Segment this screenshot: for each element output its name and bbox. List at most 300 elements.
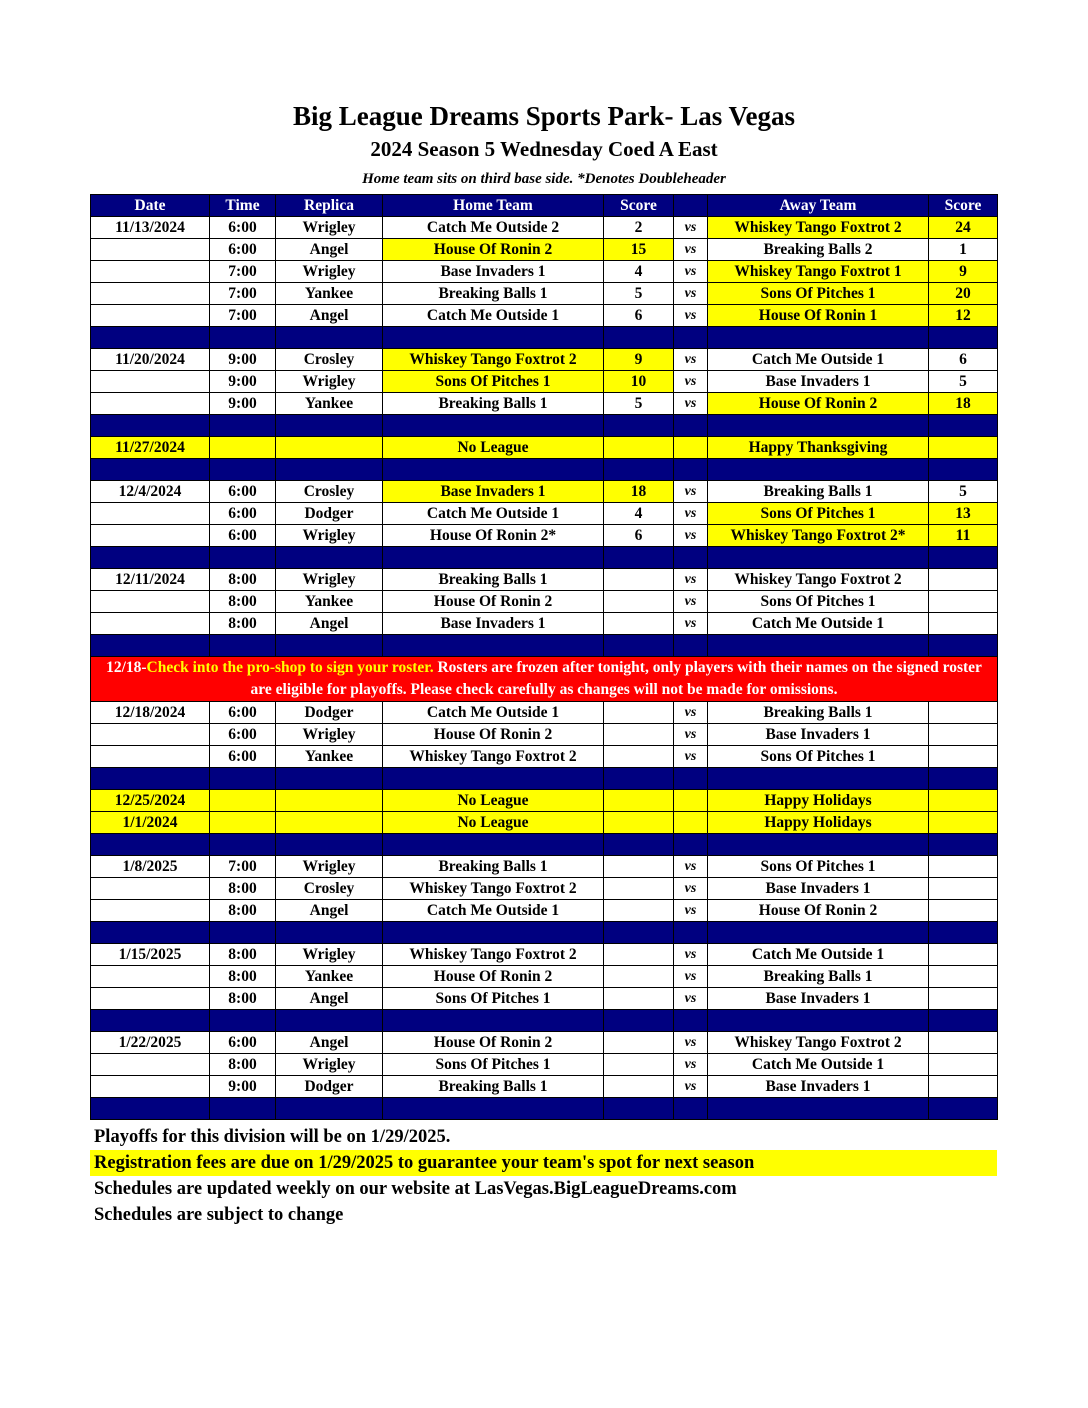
- home-team-cell: House Of Ronin 2*: [383, 525, 604, 547]
- separator-cell: [708, 547, 929, 569]
- vs-cell: vs: [674, 349, 708, 371]
- vs-cell: vs: [674, 525, 708, 547]
- away-score-cell: [929, 1054, 998, 1076]
- no-league-row: [91, 812, 998, 834]
- game-row: [91, 591, 998, 613]
- col-vs-header: [674, 195, 708, 217]
- replica-cell: Wrigley: [276, 371, 383, 393]
- separator-cell: [604, 834, 674, 856]
- replica-cell: Wrigley: [276, 856, 383, 878]
- home-score-cell: 4: [604, 503, 674, 525]
- time-cell: 8:00: [210, 988, 276, 1010]
- vs-cell: vs: [674, 878, 708, 900]
- home-score-cell: [604, 944, 674, 966]
- replica-cell: Wrigley: [276, 569, 383, 591]
- separator-cell: [210, 415, 276, 437]
- replica-cell: Wrigley: [276, 724, 383, 746]
- date-cell: [91, 988, 210, 1010]
- home-score-cell: [604, 790, 674, 812]
- roster-notice-row: [91, 657, 998, 702]
- home-team-cell: House Of Ronin 2: [383, 239, 604, 261]
- vs-cell: vs: [674, 988, 708, 1010]
- away-score-cell: [929, 569, 998, 591]
- no-league-row: [91, 437, 998, 459]
- away-score-cell: [929, 1076, 998, 1098]
- date-cell: 1/1/2024: [91, 812, 210, 834]
- time-cell: 6:00: [210, 746, 276, 768]
- game-row: [91, 724, 998, 746]
- separator-cell: [708, 635, 929, 657]
- replica-cell: Crosley: [276, 349, 383, 371]
- separator-cell: [383, 459, 604, 481]
- date-cell: [91, 239, 210, 261]
- game-row: [91, 217, 998, 239]
- game-row: [91, 1076, 998, 1098]
- vs-cell: vs: [674, 702, 708, 724]
- website-note: Schedules are updated weekly on our website at LasVegas.BigLeagueDreams.com: [94, 1179, 737, 1199]
- date-cell: [91, 900, 210, 922]
- date-cell: 12/18/2024: [91, 702, 210, 724]
- separator-cell: [91, 834, 210, 856]
- game-row: [91, 371, 998, 393]
- date-cell: [91, 261, 210, 283]
- separator-cell: [708, 768, 929, 790]
- away-team-cell: Whiskey Tango Foxtrot 1: [708, 261, 929, 283]
- date-cell: [91, 724, 210, 746]
- separator-cell: [383, 327, 604, 349]
- time-cell: [210, 437, 276, 459]
- separator-cell: [276, 547, 383, 569]
- replica-cell: Crosley: [276, 878, 383, 900]
- date-cell: [91, 305, 210, 327]
- game-row: [91, 613, 998, 635]
- time-cell: 8:00: [210, 900, 276, 922]
- separator-cell: [210, 834, 276, 856]
- home-team-cell: Breaking Balls 1: [383, 856, 604, 878]
- time-cell: 9:00: [210, 349, 276, 371]
- time-cell: 7:00: [210, 305, 276, 327]
- separator-cell: [929, 1098, 998, 1120]
- vs-cell: vs: [674, 481, 708, 503]
- date-cell: 11/13/2024: [91, 217, 210, 239]
- separator-cell: [383, 1098, 604, 1120]
- game-row: [91, 746, 998, 768]
- away-score-cell: 5: [929, 481, 998, 503]
- home-team-cell: Catch Me Outside 1: [383, 305, 604, 327]
- home-team-cell: Catch Me Outside 1: [383, 900, 604, 922]
- home-score-cell: [604, 613, 674, 635]
- change-note: Schedules are subject to change: [94, 1205, 344, 1225]
- away-team-cell: Base Invaders 1: [708, 724, 929, 746]
- separator-cell: [674, 635, 708, 657]
- home-team-cell: Sons Of Pitches 1: [383, 988, 604, 1010]
- header-row: [91, 195, 998, 217]
- vs-cell: vs: [674, 591, 708, 613]
- replica-cell: Dodger: [276, 503, 383, 525]
- replica-cell: Angel: [276, 613, 383, 635]
- home-score-cell: 5: [604, 283, 674, 305]
- separator-cell: [674, 834, 708, 856]
- separator-cell: [276, 327, 383, 349]
- separator-row: [91, 635, 998, 657]
- home-score-cell: [604, 1032, 674, 1054]
- home-score-cell: [604, 966, 674, 988]
- separator-row: [91, 834, 998, 856]
- notice-text: Rosters are frozen after tonight, only players with their names on the signed roster are eligible for playoffs. Please check carefully as changes will not be made for omissions.: [250, 659, 982, 698]
- separator-cell: [674, 459, 708, 481]
- vs-cell: vs: [674, 393, 708, 415]
- game-row: [91, 944, 998, 966]
- away-score-cell: [929, 812, 998, 834]
- separator-cell: [91, 459, 210, 481]
- home-score-cell: [604, 724, 674, 746]
- separator-cell: [929, 415, 998, 437]
- separator-cell: [91, 1010, 210, 1032]
- schedule-body: [91, 217, 998, 1120]
- replica-cell: Wrigley: [276, 525, 383, 547]
- time-cell: [210, 790, 276, 812]
- home-score-cell: [604, 1054, 674, 1076]
- away-team-cell: Sons Of Pitches 1: [708, 283, 929, 305]
- separator-cell: [383, 834, 604, 856]
- game-row: [91, 569, 998, 591]
- time-cell: 6:00: [210, 525, 276, 547]
- away-team-cell: Base Invaders 1: [708, 878, 929, 900]
- separator-cell: [383, 768, 604, 790]
- home-score-cell: [604, 988, 674, 1010]
- away-team-cell: Sons Of Pitches 1: [708, 856, 929, 878]
- separator-cell: [210, 547, 276, 569]
- time-cell: 7:00: [210, 856, 276, 878]
- away-team-cell: Catch Me Outside 1: [708, 944, 929, 966]
- col-date-header: Date: [91, 195, 210, 217]
- away-score-cell: [929, 856, 998, 878]
- separator-cell: [674, 922, 708, 944]
- vs-cell: vs: [674, 283, 708, 305]
- game-row: [91, 525, 998, 547]
- separator-cell: [276, 459, 383, 481]
- replica-cell: Wrigley: [276, 1054, 383, 1076]
- away-team-cell: Base Invaders 1: [708, 371, 929, 393]
- home-score-cell: 15: [604, 239, 674, 261]
- home-team-cell: Breaking Balls 1: [383, 1076, 604, 1098]
- away-team-cell: Whiskey Tango Foxtrot 2: [708, 1032, 929, 1054]
- vs-cell: vs: [674, 261, 708, 283]
- separator-cell: [383, 1010, 604, 1032]
- home-team-cell: Breaking Balls 1: [383, 393, 604, 415]
- home-team-cell: Base Invaders 1: [383, 261, 604, 283]
- game-row: [91, 481, 998, 503]
- home-team-cell: Whiskey Tango Foxtrot 2: [383, 878, 604, 900]
- replica-cell: [276, 437, 383, 459]
- separator-cell: [604, 547, 674, 569]
- away-team-cell: Base Invaders 1: [708, 1076, 929, 1098]
- separator-row: [91, 327, 998, 349]
- game-row: [91, 966, 998, 988]
- separator-row: [91, 768, 998, 790]
- replica-cell: Wrigley: [276, 217, 383, 239]
- home-score-cell: 10: [604, 371, 674, 393]
- vs-cell: vs: [674, 217, 708, 239]
- away-score-cell: [929, 790, 998, 812]
- away-team-cell: Breaking Balls 1: [708, 966, 929, 988]
- away-score-cell: [929, 966, 998, 988]
- away-team-cell: Whiskey Tango Foxtrot 2*: [708, 525, 929, 547]
- away-score-cell: [929, 437, 998, 459]
- separator-cell: [708, 1098, 929, 1120]
- home-team-cell: Breaking Balls 1: [383, 569, 604, 591]
- time-cell: 6:00: [210, 481, 276, 503]
- date-cell: [91, 746, 210, 768]
- separator-cell: [929, 459, 998, 481]
- separator-cell: [708, 415, 929, 437]
- separator-cell: [604, 922, 674, 944]
- time-cell: 8:00: [210, 1054, 276, 1076]
- separator-cell: [210, 635, 276, 657]
- home-team-cell: House Of Ronin 2: [383, 966, 604, 988]
- date-cell: [91, 525, 210, 547]
- home-score-cell: [604, 856, 674, 878]
- vs-cell: vs: [674, 966, 708, 988]
- away-score-cell: [929, 746, 998, 768]
- col-time-header: Time: [210, 195, 276, 217]
- replica-cell: Angel: [276, 900, 383, 922]
- separator-cell: [708, 834, 929, 856]
- away-score-cell: [929, 702, 998, 724]
- away-team-cell: Breaking Balls 1: [708, 702, 929, 724]
- page-subtitle: 2024 Season 5 Wednesday Coed A East: [370, 137, 718, 161]
- vs-cell: vs: [674, 746, 708, 768]
- holiday-name-cell: Happy Thanksgiving: [708, 437, 929, 459]
- separator-cell: [91, 327, 210, 349]
- away-team-cell: Base Invaders 1: [708, 988, 929, 1010]
- time-cell: 8:00: [210, 944, 276, 966]
- home-score-cell: 6: [604, 525, 674, 547]
- home-score-cell: [604, 878, 674, 900]
- time-cell: 7:00: [210, 261, 276, 283]
- roster-notice: [91, 657, 998, 702]
- away-score-cell: 12: [929, 305, 998, 327]
- game-row: [91, 988, 998, 1010]
- away-score-cell: [929, 613, 998, 635]
- separator-cell: [674, 1098, 708, 1120]
- date-cell: [91, 613, 210, 635]
- away-team-cell: Catch Me Outside 1: [708, 1054, 929, 1076]
- vs-cell: vs: [674, 239, 708, 261]
- col-home-team-header: Home Team: [383, 195, 604, 217]
- replica-cell: Dodger: [276, 1076, 383, 1098]
- away-team-cell: Breaking Balls 1: [708, 481, 929, 503]
- away-team-cell: House Of Ronin 1: [708, 305, 929, 327]
- time-cell: 6:00: [210, 1032, 276, 1054]
- away-score-cell: [929, 900, 998, 922]
- separator-cell: [604, 1010, 674, 1032]
- separator-cell: [210, 922, 276, 944]
- away-team-cell: Catch Me Outside 1: [708, 349, 929, 371]
- time-cell: 6:00: [210, 702, 276, 724]
- home-score-cell: [604, 591, 674, 613]
- separator-cell: [604, 635, 674, 657]
- registration-note: Registration fees are due on 1/29/2025 to guarantee your team's spot for next season: [90, 1150, 997, 1176]
- separator-cell: [91, 768, 210, 790]
- date-cell: 1/22/2025: [91, 1032, 210, 1054]
- game-row: [91, 1054, 998, 1076]
- away-team-cell: Catch Me Outside 1: [708, 613, 929, 635]
- home-team-cell: Catch Me Outside 2: [383, 217, 604, 239]
- replica-cell: Angel: [276, 239, 383, 261]
- date-cell: [91, 393, 210, 415]
- home-score-cell: [604, 1076, 674, 1098]
- separator-cell: [604, 327, 674, 349]
- replica-cell: Angel: [276, 988, 383, 1010]
- time-cell: [210, 812, 276, 834]
- date-cell: [91, 1076, 210, 1098]
- game-row: [91, 283, 998, 305]
- separator-cell: [929, 768, 998, 790]
- time-cell: 9:00: [210, 1076, 276, 1098]
- vs-cell: vs: [674, 900, 708, 922]
- separator-cell: [91, 922, 210, 944]
- separator-cell: [276, 635, 383, 657]
- separator-row: [91, 459, 998, 481]
- home-score-cell: 6: [604, 305, 674, 327]
- time-cell: 6:00: [210, 239, 276, 261]
- game-row: [91, 349, 998, 371]
- game-row: [91, 900, 998, 922]
- replica-cell: Angel: [276, 1032, 383, 1054]
- replica-cell: Yankee: [276, 283, 383, 305]
- vs-cell: vs: [674, 569, 708, 591]
- separator-cell: [604, 1098, 674, 1120]
- away-score-cell: [929, 724, 998, 746]
- separator-cell: [276, 768, 383, 790]
- no-league-cell: No League: [383, 437, 604, 459]
- replica-cell: Dodger: [276, 702, 383, 724]
- time-cell: 6:00: [210, 724, 276, 746]
- away-score-cell: 13: [929, 503, 998, 525]
- separator-cell: [708, 1010, 929, 1032]
- game-row: [91, 878, 998, 900]
- away-team-cell: House Of Ronin 2: [708, 393, 929, 415]
- replica-cell: Angel: [276, 305, 383, 327]
- home-team-cell: Catch Me Outside 1: [383, 503, 604, 525]
- away-score-cell: 18: [929, 393, 998, 415]
- date-cell: [91, 878, 210, 900]
- separator-row: [91, 1098, 998, 1120]
- home-score-cell: [604, 812, 674, 834]
- date-cell: [91, 503, 210, 525]
- footer: [90, 1124, 997, 1228]
- away-team-cell: House Of Ronin 2: [708, 900, 929, 922]
- date-cell: 11/20/2024: [91, 349, 210, 371]
- separator-cell: [604, 415, 674, 437]
- page-title: Big League Dreams Sports Park- Las Vegas: [292, 101, 796, 131]
- separator-cell: [708, 327, 929, 349]
- away-team-cell: Whiskey Tango Foxtrot 2: [708, 569, 929, 591]
- game-row: [91, 503, 998, 525]
- separator-cell: [276, 415, 383, 437]
- date-cell: 1/8/2025: [91, 856, 210, 878]
- time-cell: 6:00: [210, 217, 276, 239]
- separator-cell: [91, 635, 210, 657]
- away-score-cell: 6: [929, 349, 998, 371]
- separator-cell: [929, 635, 998, 657]
- separator-row: [91, 1010, 998, 1032]
- vs-cell: vs: [674, 503, 708, 525]
- home-score-cell: [604, 702, 674, 724]
- separator-cell: [210, 327, 276, 349]
- home-score-cell: 2: [604, 217, 674, 239]
- date-cell: 11/27/2024: [91, 437, 210, 459]
- separator-cell: [929, 922, 998, 944]
- vs-cell: vs: [674, 856, 708, 878]
- notice-date: 12/18-: [106, 659, 147, 676]
- time-cell: 7:00: [210, 283, 276, 305]
- time-cell: 8:00: [210, 613, 276, 635]
- vs-cell: vs: [674, 613, 708, 635]
- vs-cell: [674, 437, 708, 459]
- time-cell: 9:00: [210, 393, 276, 415]
- replica-cell: [276, 812, 383, 834]
- time-cell: 6:00: [210, 503, 276, 525]
- separator-cell: [383, 415, 604, 437]
- home-score-cell: [604, 746, 674, 768]
- home-team-cell: Base Invaders 1: [383, 613, 604, 635]
- separator-cell: [276, 1010, 383, 1032]
- separator-cell: [91, 1098, 210, 1120]
- time-cell: 8:00: [210, 878, 276, 900]
- separator-cell: [276, 922, 383, 944]
- separator-row: [91, 415, 998, 437]
- away-score-cell: 20: [929, 283, 998, 305]
- time-cell: 8:00: [210, 591, 276, 613]
- separator-cell: [604, 459, 674, 481]
- separator-cell: [929, 834, 998, 856]
- home-team-cell: House Of Ronin 2: [383, 591, 604, 613]
- home-score-cell: [604, 900, 674, 922]
- playoffs-note: Playoffs for this division will be on 1/29/2025.: [94, 1127, 451, 1147]
- notice-highlight: Check into the pro-shop to sign your roster.: [146, 659, 434, 676]
- separator-cell: [674, 1010, 708, 1032]
- replica-cell: Wrigley: [276, 261, 383, 283]
- date-cell: [91, 591, 210, 613]
- away-team-cell: Whiskey Tango Foxtrot 2: [708, 217, 929, 239]
- home-team-cell: Breaking Balls 1: [383, 283, 604, 305]
- separator-cell: [708, 922, 929, 944]
- game-row: [91, 261, 998, 283]
- date-cell: [91, 1054, 210, 1076]
- separator-cell: [383, 547, 604, 569]
- separator-cell: [708, 459, 929, 481]
- home-team-cell: Sons Of Pitches 1: [383, 1054, 604, 1076]
- vs-cell: vs: [674, 1054, 708, 1076]
- away-score-cell: [929, 988, 998, 1010]
- holiday-name-cell: Happy Holidays: [708, 790, 929, 812]
- home-team-cell: Catch Me Outside 1: [383, 702, 604, 724]
- away-score-cell: 11: [929, 525, 998, 547]
- vs-cell: [674, 790, 708, 812]
- away-score-cell: [929, 1032, 998, 1054]
- separator-cell: [674, 327, 708, 349]
- vs-cell: [674, 812, 708, 834]
- game-row: [91, 1032, 998, 1054]
- date-cell: 12/25/2024: [91, 790, 210, 812]
- separator-cell: [91, 547, 210, 569]
- separator-cell: [383, 922, 604, 944]
- separator-cell: [929, 547, 998, 569]
- home-team-cell: Whiskey Tango Foxtrot 2: [383, 349, 604, 371]
- home-score-cell: [604, 437, 674, 459]
